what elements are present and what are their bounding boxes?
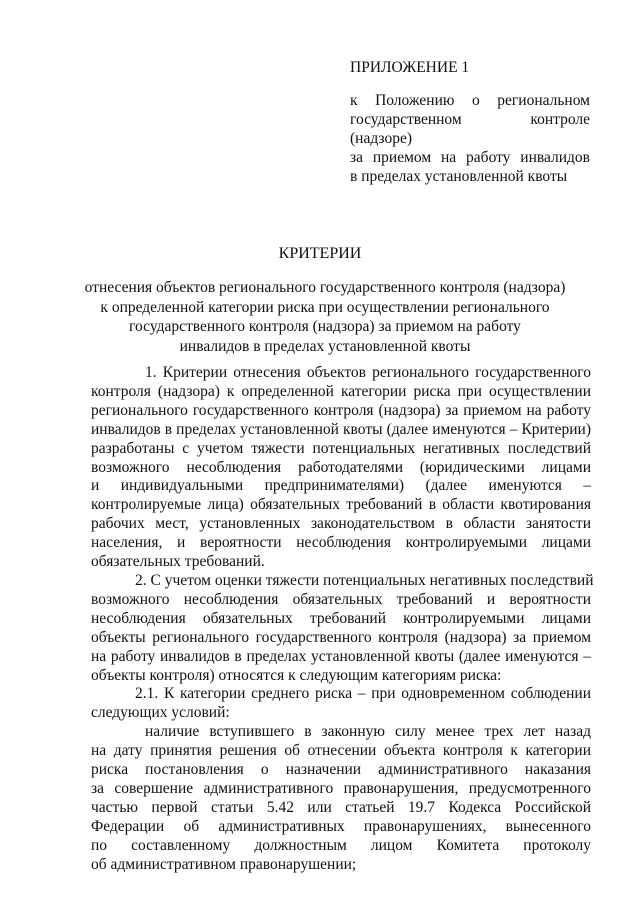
body-line: на дату принятия решения об отнесении объекта контроля к категории: [91, 742, 591, 760]
body-line: Федерации об административных правонарушениях, вынесенного: [91, 817, 591, 835]
body-line: возможного несоблюдения работодателями (юридическими лицами: [91, 458, 591, 476]
body-line: об административном правонарушении;: [91, 855, 357, 873]
appendix-ref-line: за приемом на работу инвалидов: [350, 149, 590, 166]
body-line: обязательных требований.: [91, 553, 265, 571]
appendix-heading: ПРИЛОЖЕНИЕ 1: [350, 59, 470, 76]
body-line: за совершение административного правонарушения, предусмотренного: [91, 779, 591, 797]
body-line: по составленному должностным лицом Комитета протоколу: [91, 836, 591, 854]
appendix-block: [350, 58, 590, 186]
document-title: КРИТЕРИИ: [278, 245, 362, 262]
body-line: контроля (надзора) к определенной категории риска при осуществлении: [91, 382, 591, 400]
body-line: населения, и вероятности несоблюдения контролируемыми лицами: [91, 534, 591, 552]
document-subtitle: [60, 278, 590, 356]
body-line: и индивидуальными предпринимателями) (далее именуются –: [91, 477, 591, 495]
body-line: объекты регионального государственного контроля (надзора) за приемом: [91, 628, 591, 646]
body-line: несоблюдения обязательных требований контролируемыми лицами: [91, 609, 591, 627]
body-line: 2. С учетом оценки тяжести потенциальных негативных последствий: [135, 571, 594, 589]
appendix-ref-line: к Положению о региональном: [350, 92, 590, 109]
body-line: возможного несоблюдения обязательных требований и вероятности: [91, 590, 591, 608]
body-line: разработаны с учетом тяжести потенциальных негативных последствий: [91, 439, 591, 457]
body-line: контролируемые лица) обязательных требований в области квотирования: [91, 496, 591, 514]
subtitle-line: отнесения объектов регионального государственного контроля (надзора): [84, 279, 566, 296]
subtitle-line: инвалидов в пределах установленной квоты: [179, 337, 471, 355]
body-line: на работу инвалидов в пределах установленной квоты (далее именуются –: [91, 647, 591, 665]
appendix-ref-line: в пределах установленной квоты: [350, 168, 568, 185]
subtitle-line: к определенной категории риска при осуществлении регионального: [100, 298, 550, 316]
body-line: 2.1. К категории среднего риска – при одновременном соблюдении: [135, 685, 591, 703]
body-line: следующих условий:: [91, 704, 230, 722]
appendix-reference: [350, 91, 590, 186]
body-line: 1. Критерии отнесения объектов регионального государственного: [145, 364, 591, 381]
subtitle-line: государственного контроля (надзора) за приемом на работу: [129, 318, 521, 335]
appendix-ref-line: государственном контроле (надзоре): [350, 111, 590, 147]
document-body: [91, 364, 594, 874]
body-line: наличие вступившего в законную силу менее трех лет назад: [145, 723, 591, 741]
body-line: объекты контроля) относятся к следующим категориям риска:: [91, 666, 502, 684]
body-line: рабочих мест, установленных законодательством в области занятости: [91, 515, 591, 533]
body-line: регионального государственного контроля (надзора) за приемом на работу: [91, 401, 591, 419]
body-line: риска постановления о назначении административного наказания: [91, 761, 591, 779]
body-line: частью первой статьи 5.42 или статьей 19.7 Кодекса Российской: [91, 798, 591, 816]
body-line: инвалидов в пределах установленной квоты (далее именуются – Критерии): [91, 420, 591, 438]
